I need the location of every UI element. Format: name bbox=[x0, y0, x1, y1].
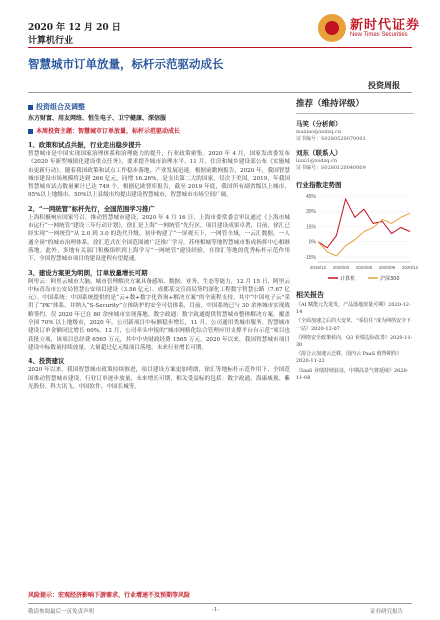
header-rule bbox=[28, 47, 412, 48]
bullet-icon bbox=[28, 105, 33, 110]
analyst-1-cert: 证书编号：S0280520070001 bbox=[296, 136, 366, 142]
series-line-hs300 bbox=[318, 213, 410, 256]
y-tick-label: 0% bbox=[308, 239, 316, 246]
series-line-computer bbox=[318, 199, 410, 248]
legend-label: 计算机 bbox=[340, 276, 356, 282]
risk-warning: 风险提示：宏观经济影响下游需求，行业增速不及预期等风险 bbox=[28, 592, 191, 599]
y-tick-label: 30% bbox=[305, 209, 316, 216]
brand-name-cn: 新时代证券 bbox=[350, 18, 421, 33]
rating-label: 推荐（维持评级） bbox=[296, 99, 365, 109]
section-3-heading: 3、建设方案更为明朗，订单放量增长可期 bbox=[28, 268, 148, 277]
index-chart-svg bbox=[296, 192, 419, 284]
related-report-2[interactable]: 《全面加速之后的大变革，“零信任”成为网络安全下一站》2020-12-07 bbox=[296, 318, 412, 332]
report-title: 智慧城市订单放量，标杆示范驱动成长 bbox=[28, 57, 224, 71]
section-3-text: 阿里云：阿里云城市大脑，城市管理解决方案具备感知、数据、业务、生态等能力，12 月 15 日，阿里云中标青岛市公安局智慧公安项目建设（3.56 亿元）、成都某交宣商局签约深化工程数字智慧公路（7.67 亿元）。中国系统：中国系统提供的是“云+数+数字化咨询+解决方案”的全流程支持，其中“中国电子云”采用了“PK”体系、并纳入“S-Security”立体防护的安全可信体系，目前，中国系统已与 30 余座城市实现战略签约，仅 2020 年已在 80 余座城市实现落地。数字政通：数字政通提供智慧城市整体解决方案，覆盖全国 70% 以上地级市，2020 年，公司新项目中标额稳步增长，11 月，公司通用类城市服务、智慧城市建设订单金额同比增长 60%。12 月，公司牵头申报的“城市网格化综合管理应用支撑平台台示范”项目也获批立项，该项目总经费 6565 万元，其中中央财政经费 1565 万元。2020 年以来，我国智慧城市项目建设中标数量持续放量，大量超过亿元级项目落地，未来行业增长可期。 bbox=[28, 278, 290, 351]
brand-name-en: New Times Securities bbox=[350, 32, 408, 38]
footer-rule bbox=[28, 603, 412, 604]
title-rule bbox=[28, 92, 412, 93]
index-chart bbox=[296, 192, 419, 284]
legend-label: 沪深300 bbox=[380, 276, 400, 282]
footer-disclaimer: 敬请参阅最后一页免责声明 bbox=[28, 609, 95, 615]
y-tick-label: 45% bbox=[305, 194, 316, 200]
brand-mark-icon bbox=[318, 14, 346, 42]
page-number: -1- bbox=[212, 607, 220, 613]
section-2-text: 上海积极响应国家号召，推动智慧城市建设，2020 年 4 月 16 日，上海市委常委会审议通过《上海市城市运行“一网统管”建设三年行动计划》，徐汇是上海“一网统管”先行区，项目建设成果卓著，目前，徐汇已经实现“一网统管”从 2.0 到 3.0 的迭代升级，初步构建了“一屏观天下，一网管全域，一云汇数据，一人通全岗”的城市治理体系。徐汇范式在全国范围被广泛推广学习，苏州相城等地智慧城市集成指挥中心相继落地。此外，多地有关部门积极组织到上海学习“一网统管”建设经验，在徐汇等地的优秀标杆示范作用下，全国智慧城市项目的建设进程有望提速。 bbox=[28, 214, 290, 263]
sidebar-rule bbox=[296, 113, 414, 114]
analyst-2-cert: 证书编号：S0280120040009 bbox=[296, 165, 366, 171]
section-2-heading: 2、“一网统管”标杆先行，全国范围学习推广 bbox=[28, 204, 155, 213]
x-tick-label: 2020/09 bbox=[378, 265, 396, 270]
y-tick-label: -15% bbox=[304, 254, 316, 261]
bullet-icon bbox=[28, 129, 33, 134]
section-1-text: 智慧城市是中国实现国家治理体系和治理能力的提升，行业政策密集。2020 年 4 月，国家发改委发布《2020 年新型城镇化建设重点任务》，要求提升城市治理水平。11 月，住房和城乡建设部公布《实施城市更新行动》，随着我国政策和试点工作稳步落地，产业发展迅速。根据前瞻网报告，2020 年，我国智慧城市建设市场规模将达到 266 亿元，同增 16.26%，是支出第二大的国家，仅次于美国。2019，年我国智慧城市试点数量累计已达 749 个，根据亿欧智库报告，截至 2019 年底，我国所有副省级以上城市、95%以上地级市、50%以上县级市均提出建设智慧城市，智慧城市市场空间广阔。 bbox=[28, 151, 290, 199]
x-tick-label: 2020/06 bbox=[355, 265, 373, 270]
section-4-text: 2020 年以来，我国智慧城市政策持续推进，项目建设方案更加明朗，徐汇等地标杆示范作用下，全国范围推动智慧城市建设，行业订单逐步放量，未来增长可期，相关受益标的包括：数字政通、海康威视、紫光股份、科大讯飞、中国软件、中国长城等。 bbox=[28, 367, 290, 390]
related-report-3[interactable]: 《网络安全政策转向，Q3 业绩边际改善》2020-11-30 bbox=[296, 334, 413, 349]
section-1-heading: 1、政策和试点共振，行业走出稳步提升 bbox=[28, 141, 142, 149]
related-reports-heading: 相关报告 bbox=[296, 290, 324, 299]
brand-logo bbox=[318, 12, 421, 46]
chart-title: 行业指数走势图 bbox=[296, 181, 342, 189]
x-tick-label: 2019/12 bbox=[309, 265, 327, 270]
section-4-heading: 4、投资建议 bbox=[28, 357, 65, 366]
portfolio-stocks: 东方财富、用友网络、恒生电子、卫宁健康、深信服 bbox=[28, 115, 167, 122]
x-tick-label: 2020/12 bbox=[401, 265, 419, 270]
analyst-1-name: 马笑（分析师） bbox=[296, 120, 342, 128]
related-report-5[interactable]: 《IaaS 业绩持续验证，中期高景气将延续》2020-11-08 bbox=[296, 367, 409, 381]
related-report-4[interactable]: 《混合云加速云迁移，国内云 PaaS 值得期待》2020-11-22 bbox=[296, 351, 402, 365]
industry-label: 计算机行业 bbox=[28, 36, 74, 46]
analyst-2-email[interactable]: liuxi1@xsdzq.cn bbox=[296, 158, 338, 164]
analyst-2-name: 刘东（联系人） bbox=[296, 149, 342, 157]
weekly-theme: 本周投资主题：智慧城市订单放量，标杆示范驱动成长 bbox=[28, 127, 290, 136]
portfolio-heading: 投资组合及调整 bbox=[28, 102, 290, 112]
footer-label: 证券研究报告 bbox=[370, 609, 404, 615]
x-tick-label: 2020/03 bbox=[332, 265, 350, 270]
y-tick-label: 15% bbox=[305, 224, 316, 231]
analyst-1-email[interactable]: maxiao@xsdzq.cn bbox=[296, 129, 342, 135]
main-column bbox=[28, 96, 290, 391]
related-report-1[interactable]: 《AI 赋能元先进发，产品落地放量可期》2020-12-14 bbox=[296, 302, 411, 316]
report-date: 2020 年 12 月 20 日 bbox=[28, 23, 121, 33]
sidebar-column bbox=[296, 96, 419, 382]
doc-type: 投资周报 bbox=[368, 80, 400, 90]
